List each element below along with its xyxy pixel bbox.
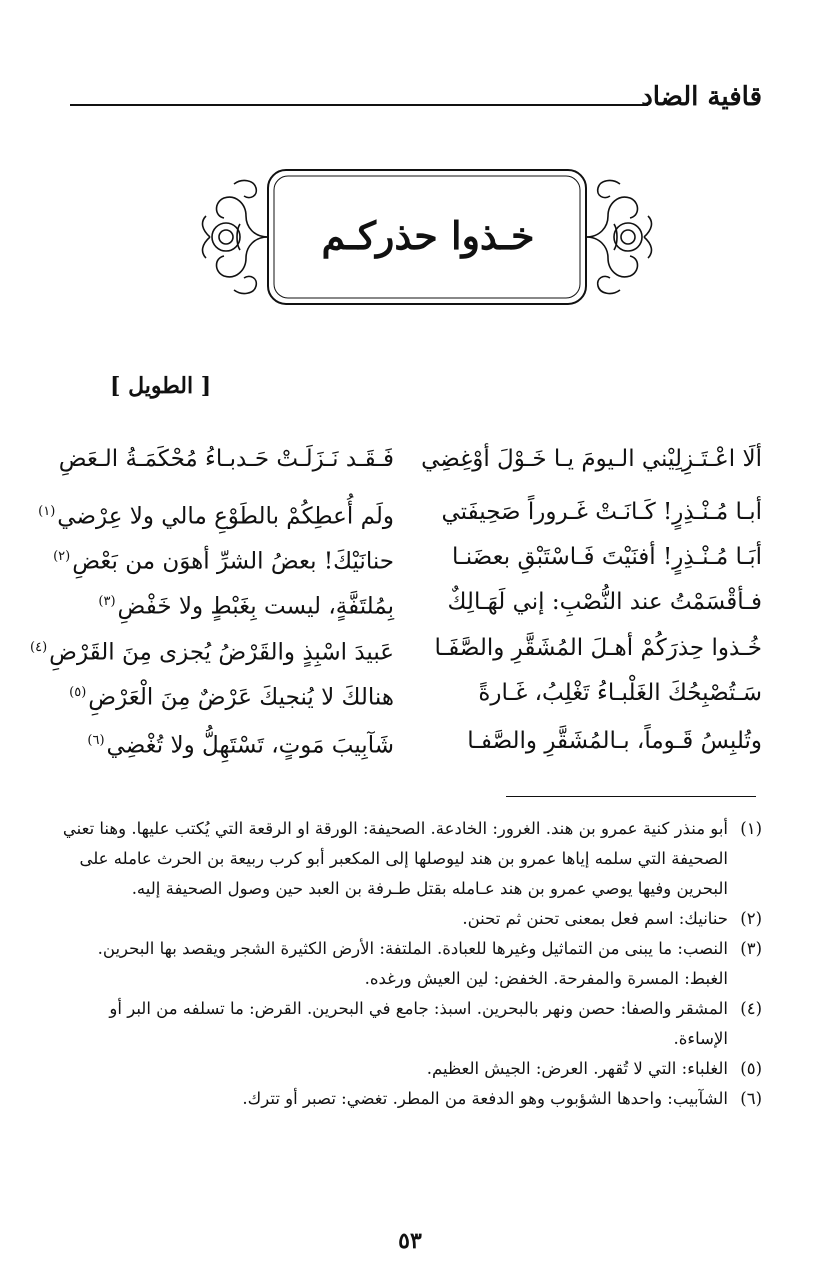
footnote-marker-5: (٥) (69, 685, 87, 700)
footnote-5 (52, 1054, 762, 1084)
verse-1-second-hemistich: فَـقَـد نَـزَلَـتْ حَـدبـاءُ مُحْكَمَـةُ الـعَضِ (58, 446, 394, 472)
verse-3-second-hemistich (53, 532, 394, 582)
footnote-3-number: (٣) (740, 939, 762, 958)
footnote-1 (52, 814, 762, 904)
verse-6-second-hemistich (58, 668, 394, 718)
poem-title: خـذوا حذركـم (321, 213, 535, 258)
poem-meter: [ الطويل ] (110, 373, 212, 399)
footnote-1-number: (١) (740, 819, 762, 838)
page-number: ٥٣ (398, 1228, 422, 1254)
footnote-2-number: (٢) (740, 909, 762, 928)
verse-4-first-hemistich: فـأقْسَمْتُ عند النُّصْبِ: إني لَهَـالِكٌ (447, 589, 762, 615)
verse-6-first-hemistich: سَـتُصْبِحُكَ الغَلْبـاءُ تَغْلِبُ، غَـارةً (478, 680, 762, 706)
running-header-title: قافية الضاد (641, 82, 762, 112)
footnote-5-number: (٥) (740, 1059, 762, 1078)
right-ornament (586, 181, 651, 294)
footnote-6 (52, 1084, 762, 1114)
footnote-2-text: حنانيك: اسم فعل بمعنى تحنن ثم تحنن. (462, 909, 728, 928)
footnote-1-text: أبو منذر كنية عمرو بن هند. الغرور: الخادعة. الصحيفة: الورقة او الرقعة التي يُكتب عليها. وهنا تعني الصحيفة التي سلمه إياها عمرو بن هند ليوصلها إلى المكعبر أبو كرب ربيعة بن الحرث عامله على البحرين وفيها يوصي عمرو بن هند عـامله بقتل طـرفة بن العبد حين وصول الصحيفة إليه. (62, 819, 728, 898)
verse-4-second-text: بِمُلتَفَّةٍ، ليست بِغَبْطٍ ولا خَفْضِ (117, 593, 394, 620)
footnote-2 (52, 904, 762, 934)
verse-5-second-text: عَبيدَ اسْبِذٍ والقَرْضُ يُجزى مِنَ القَرْضِ (49, 639, 394, 666)
verse-5-second-hemistich (30, 623, 394, 673)
header-rule (70, 104, 648, 106)
verse-3-second-text: حنانَيْكَ! بعضُ الشرِّ أهوَن من بَعْضِ (72, 548, 394, 575)
footnote-6-number: (٦) (740, 1089, 762, 1108)
footnote-4-number: (٤) (740, 999, 762, 1018)
footnote-marker-1: (١) (38, 504, 56, 519)
footnote-6-text: الشآبيب: واحدها الشؤبوب وهو الدفعة من المطر. تغضي: تصبر أو تترك. (242, 1089, 728, 1108)
verse-6-second-text: هنالكَ لا يُنجيكَ عَرْضٌ مِنَ الْعَرْضِ (88, 684, 394, 711)
footnotes (52, 814, 762, 1114)
verse-2-first-hemistich: أبـا مُـنْـذِرٍ! كَـانَـتْ غَـروراً صَحِيفَتي (441, 499, 762, 525)
footnote-marker-2: (٢) (53, 549, 71, 564)
footnote-marker-3: (٣) (98, 594, 116, 609)
verse-7-second-text: شَآبِيبَ مَوتٍ، تَسْتَهِلُّ ولا تُغْضِي (106, 732, 394, 759)
verse-7-second-hemistich (58, 716, 394, 766)
footnote-marker-6: (٦) (87, 733, 105, 748)
footnote-3-text: النصب: ما يبنى من التماثيل وغيرها للعبادة. الملتفة: الأرض الكثيرة الشجر ويقصد بها البحرين. الغبط: المسرة والمفرحة. الخفض: لين العيش ورغده. (97, 939, 728, 988)
footnote-4-text: المشقر والصفا: حصن ونهر بالبحرين. اسبذ: جامع في البحرين. القرض: ما تسلفه من البر أو الإساءة. (109, 999, 728, 1048)
verse-7-first-hemistich: وتُلبِسُ قَـوماً، بـالمُشَقَّرِ والصَّفـا (467, 728, 762, 754)
footnote-separator (506, 796, 756, 797)
left-ornament (203, 181, 268, 294)
verse-3-first-hemistich: أبَـا مُـنْـذِرٍ! أفنَيْتَ فَـاسْتَبْقِ بعضَنـا (452, 544, 762, 570)
footnote-4 (52, 994, 762, 1054)
verse-4-second-hemistich (58, 577, 394, 627)
verse-5-first-hemistich: خُـذوا حِذرَكُمْ أهـلَ المُشَقَّرِ والصَّفَـا (434, 635, 762, 661)
verse-2-second-hemistich (38, 487, 394, 537)
verse-1-first-hemistich: ألَا اعْـتَـزِلِيْني الـيومَ يـا خَـوْلَ أوْغِضِي (421, 446, 762, 472)
footnote-marker-4: (٤) (30, 640, 48, 655)
footnote-5-text: الغلباء: التي لا تُقهر. العرض: الجيش العظيم. (426, 1059, 728, 1078)
footnote-3 (52, 934, 762, 994)
verse-2-second-text: ولَم أُعطِكُمْ بالطَوْعِ مالي ولا عِرْضي (57, 503, 394, 530)
